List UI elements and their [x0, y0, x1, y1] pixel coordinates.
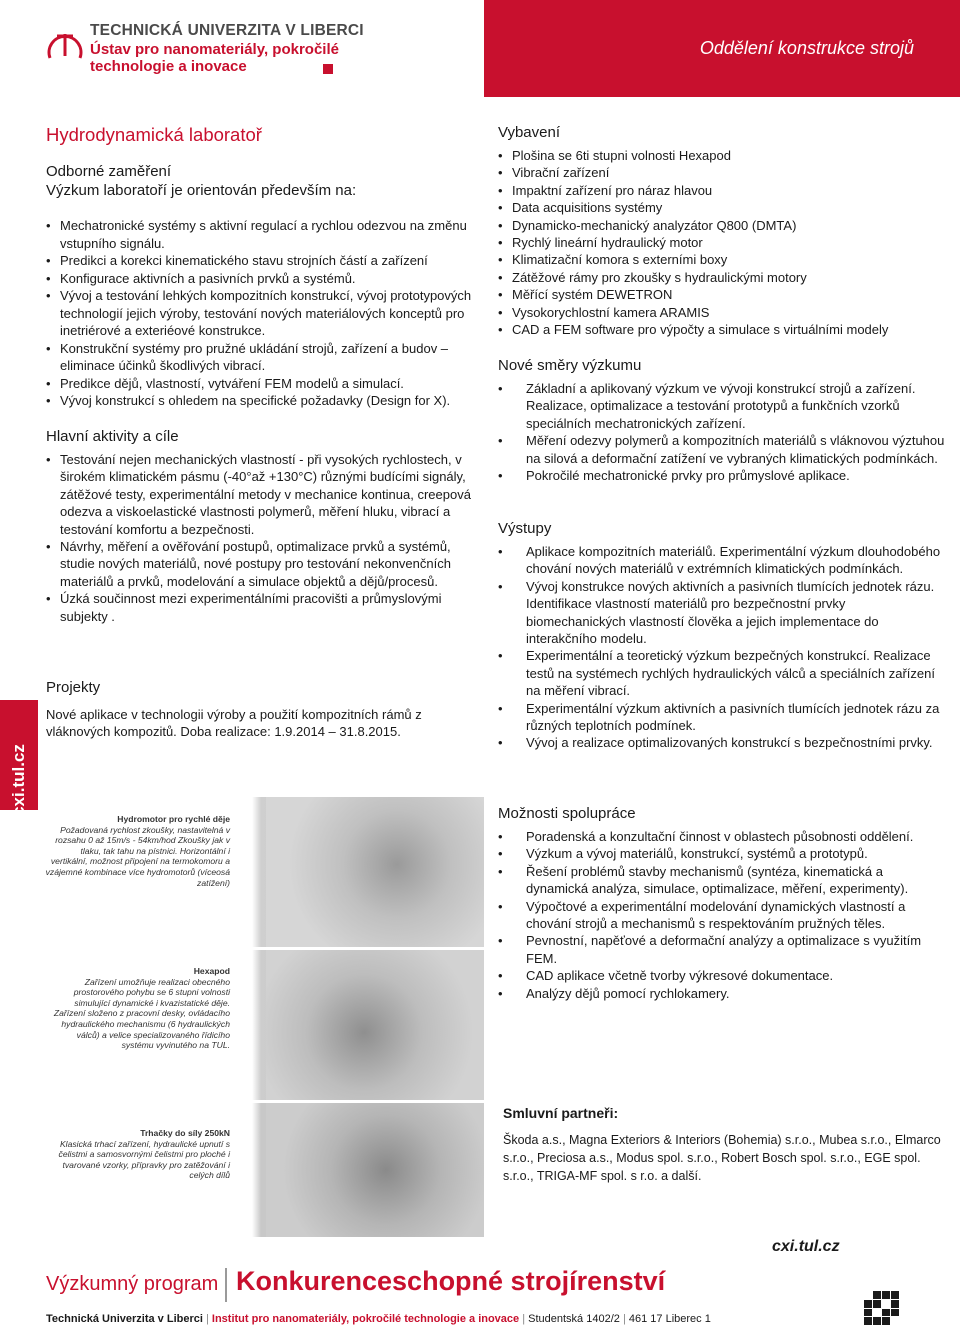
list-item: • Dynamicko-mechanický analyzátor Q800 (DMTA) — [498, 217, 948, 234]
list-item: • Testování nejen mechanických vlastností - při vysokých rychlostech, v širokém klimatickém pásmu (-40°až +130°C) různými budícími signály, zátěžové testy, experimentální metody v mechanice kontinua, creepová odezva a viskoelastické vlastnosti polymerů, měření hluku, vibrací a testování komfortu a bezpečnosti. — [46, 451, 476, 538]
list-item: • Zátěžové rámy pro zkoušky s hydraulickými motory — [498, 269, 948, 286]
lab-title: Hydrodynamická laboratoř — [46, 124, 262, 145]
list-item: • Měření odezvy polymerů a kompozitních materiálů s vláknovou výztuhou na silová a deformační zatížení ve vybraných klimatických podmínkách. — [498, 432, 948, 467]
focus-subheading: Výzkum laboratoří je orientován především na: — [46, 182, 357, 199]
caption-body: Požadovaná rychlost zkoušky, nastavitelná v rozsahu 0 až 15m/s - 54km/hod Zkoušky jak v tlaku, tak tahu na pístnici. Horizontální i vertikální, možnost připojení na termokomoru a vzájemné kombinace více hydromotorů (víceosá zatížení) — [45, 824, 230, 888]
left-content-panel — [38, 97, 484, 797]
footer-separator: | — [622, 1313, 626, 1325]
tensile-machine-image — [266, 1103, 484, 1237]
list-item: • Konfigurace aktivních a pasivních prvků a systémů. — [46, 270, 476, 288]
list-item: • Impaktní zařízení pro náraz hlavou — [498, 182, 948, 199]
hydromotor-image — [266, 797, 484, 947]
list-item: • Data acquisitions systémy — [498, 199, 948, 216]
activities-heading: Hlavní aktivity a cíle — [46, 428, 179, 445]
list-item: • Pevnostní, napěťové a deformační analýzy a optimalizace s využitím FEM. — [498, 932, 948, 967]
program-divider — [225, 1268, 227, 1302]
list-item: • Výzkum a vývoj materiálů, konstrukcí, systémů a prototypů. — [498, 845, 948, 862]
list-item: • Vývoj a testování lehkých kompozitních konstrukcí, vývoj prototypových technologií jejich výroby, testování nových materiálových konceptů pro inetriérové a exteriéové konstrukce. — [46, 287, 476, 340]
new-research-heading: Nové směry výzkumu — [498, 357, 642, 374]
focus-list — [46, 217, 476, 410]
cooperation-heading: Možnosti spolupráce — [498, 805, 636, 822]
list-item: • Vibrační zařízení — [498, 164, 948, 181]
list-item: • Predikci a korekci kinematického stavu strojních částí a zařízení — [46, 252, 476, 270]
list-item: • Pokročilé mechatronické prvky pro průmyslové aplikace. — [498, 467, 948, 484]
list-item: • Mechatronické systémy s aktivní regulací a rychlou odezvou na změnu vstupního signálu. — [46, 217, 476, 252]
list-item: • Aplikace kompozitních materiálů. Experimentální výzkum dlouhodobého chování nových materiálů v extrémních klimatických podmínkách. — [498, 543, 948, 578]
caption-hexapod — [44, 966, 230, 1051]
footer-url[interactable]: cxi.tul.cz — [772, 1238, 840, 1255]
equipment-list — [498, 147, 948, 338]
outputs-heading: Výstupy — [498, 520, 552, 537]
list-item: • Rychlý lineární hydraulický motor — [498, 234, 948, 251]
caption-body: Klasická trhací zařízení, hydraulické upnutí s čelistmi a samosvornými čelistmi pro ploché i tvarované vzorky, přípravky pro zatěžování i celých dílů — [58, 1138, 230, 1181]
tul-logo-icon — [46, 24, 84, 62]
footer-separator: | — [205, 1313, 209, 1325]
list-item: • CAD a FEM software pro výpočty a simulace s virtuálními modely — [498, 321, 948, 338]
footer-university: Technická Univerzita v Liberci — [46, 1313, 203, 1325]
list-item: • Měřící systém DEWETRON — [498, 286, 948, 303]
list-item: • Úzká součinnost mezi experimentálními pracovišti a průmyslovými subjekty . — [46, 590, 476, 625]
list-item: • Vývoj konstrukce nových aktivních a pasivních tlumících jednotek rázu. Identifikace vlastností materiálů pro bezpečnostní prvky biomechanických vlastností člověka a jejich implementace do interakčního modelu. — [498, 578, 948, 648]
list-item: • Řešení problémů stavby mechanismů (syntéza, kinematická a dynamická analýza, simulace, optimalizace, měření, experimenty). — [498, 863, 948, 898]
list-item: • Experimentální výzkum aktivních a pasivních tlumících jednotek rázu za různých teplotních podmínek. — [498, 700, 948, 735]
list-item: • Konstrukční systémy pro pružné ukládání strojů, zařízení a budov – eliminace účinků škodlivých vibrací. — [46, 340, 476, 375]
list-item: • CAD aplikace včetně tvorby výkresové dokumentace. — [498, 967, 948, 984]
caption-tensile — [44, 1128, 230, 1181]
list-item: • Základní a aplikovaný výzkum ve vývoji konstrukcí strojů a zařízení. Realizace, optimalizace a testování prototypů a funkčních vzorků speciálních mechatronických zařízení. — [498, 380, 948, 432]
outputs-list — [498, 543, 948, 752]
activities-list — [46, 451, 476, 625]
caption-hydromotor — [44, 814, 230, 888]
projects-heading: Projekty — [46, 679, 101, 696]
hexapod-image — [266, 950, 484, 1100]
cooperation-list — [498, 828, 948, 1002]
footer-city: 461 17 Liberec 1 — [628, 1313, 711, 1325]
university-name: TECHNICKÁ UNIVERZITA V LIBERCI — [90, 22, 364, 39]
department-title: Oddělení konstrukce strojů — [699, 38, 914, 58]
new-research-list — [498, 380, 948, 484]
equipment-heading: Vybavení — [498, 124, 560, 141]
list-item: • Vysokorychlostní kamera ARAMIS — [498, 304, 948, 321]
list-item: • Klimatizační komora s externími boxy — [498, 251, 948, 268]
focus-heading: Odborné zaměření — [46, 163, 172, 180]
list-item: • Plošina se 6ti stupni volnosti Hexapod — [498, 147, 948, 164]
list-item: • Analýzy dějů pomocí rychlokamery. — [498, 985, 948, 1002]
footer-street: Studentská 1402/2 — [528, 1313, 620, 1325]
footer-address-line — [46, 1313, 711, 1325]
list-item: • Predikce dějů, vlastností, vytváření FEM modelů a simulací. — [46, 375, 476, 393]
partners-text: Škoda a.s., Magna Exteriors & Interiors (Bohemia) s.r.o., Mubea s.r.o., Elmarco s.r.o., Preciosa a.s., Modus spol. s.r.o., Robert Bosch spol. s.r.o., EGE spol. s.r.o., TRIGA-MF spol. s r.o. a další. — [503, 1133, 941, 1183]
projects-text: Nové aplikace v technologii výroby a použití kompozitních rámů z vláknových kompozitů. Doba realizace: 1.9.2014 – 31.8.2015. — [46, 707, 422, 739]
program-label: Výzkumný program — [46, 1273, 219, 1295]
footer-institute: Institut pro nanomateriály, pokročilé technologie a inovace — [211, 1313, 520, 1325]
footer-separator: | — [522, 1313, 526, 1325]
caption-body: Zařízení umožňuje realizaci obecného prostorového pohybu se 6 stupni volnosti simulující dynamické i kvazistatické děje. Zařízení složeno z pracovní desky, ovládacího hydraulického mechanismu (6 hydraulických válců) a velice specializovaného řídicího systému vyvinutého na TUL. — [53, 976, 230, 1051]
grid-logo-icon — [864, 1291, 898, 1325]
logo-square-icon — [323, 64, 333, 74]
list-item: • Vývoj a realizace optimalizovaných konstrukcí s bezpečnostními prvky. — [498, 734, 948, 751]
program-title: Konkurenceschopné strojírenství — [236, 1266, 666, 1296]
institute-name-line2: technologie a inovace — [90, 58, 247, 75]
caption-title: Trhačky do síly 250kN — [140, 1128, 230, 1138]
institute-name-line1: Ústav pro nanomateriály, pokročilé — [90, 41, 339, 58]
list-item: • Poradenská a konzultační činnost v oblastech působnosti oddělení. — [498, 828, 948, 845]
caption-title: Hydromotor pro rychlé děje — [117, 814, 230, 824]
list-item: • Vývoj konstrukcí s ohledem na specifické požadavky (Design for X). — [46, 392, 476, 410]
side-url[interactable]: cxi.tul.cz — [9, 744, 28, 816]
list-item: • Návrhy, měření a ověřování postupů, optimalizace prvků a systémů, studie nových materiálů, nové postupy pro testování nekonvenčních materiálů a prvků, modelování a simulace objektů a dějů/procesů. — [46, 538, 476, 590]
caption-title: Hexapod — [193, 966, 230, 976]
list-item: • Experimentální a teoretický výzkum bezpečných konstrukcí. Realizace testů na systémech rychlých hydraulických válců a speciálních zařízení na měření vibrací. — [498, 647, 948, 699]
list-item: • Výpočtové a experimentální modelování dynamických vlastností a chování strojů a mechanismů s respektováním pružných těles. — [498, 898, 948, 933]
partners-heading: Smluvní partneři: — [503, 1105, 619, 1121]
